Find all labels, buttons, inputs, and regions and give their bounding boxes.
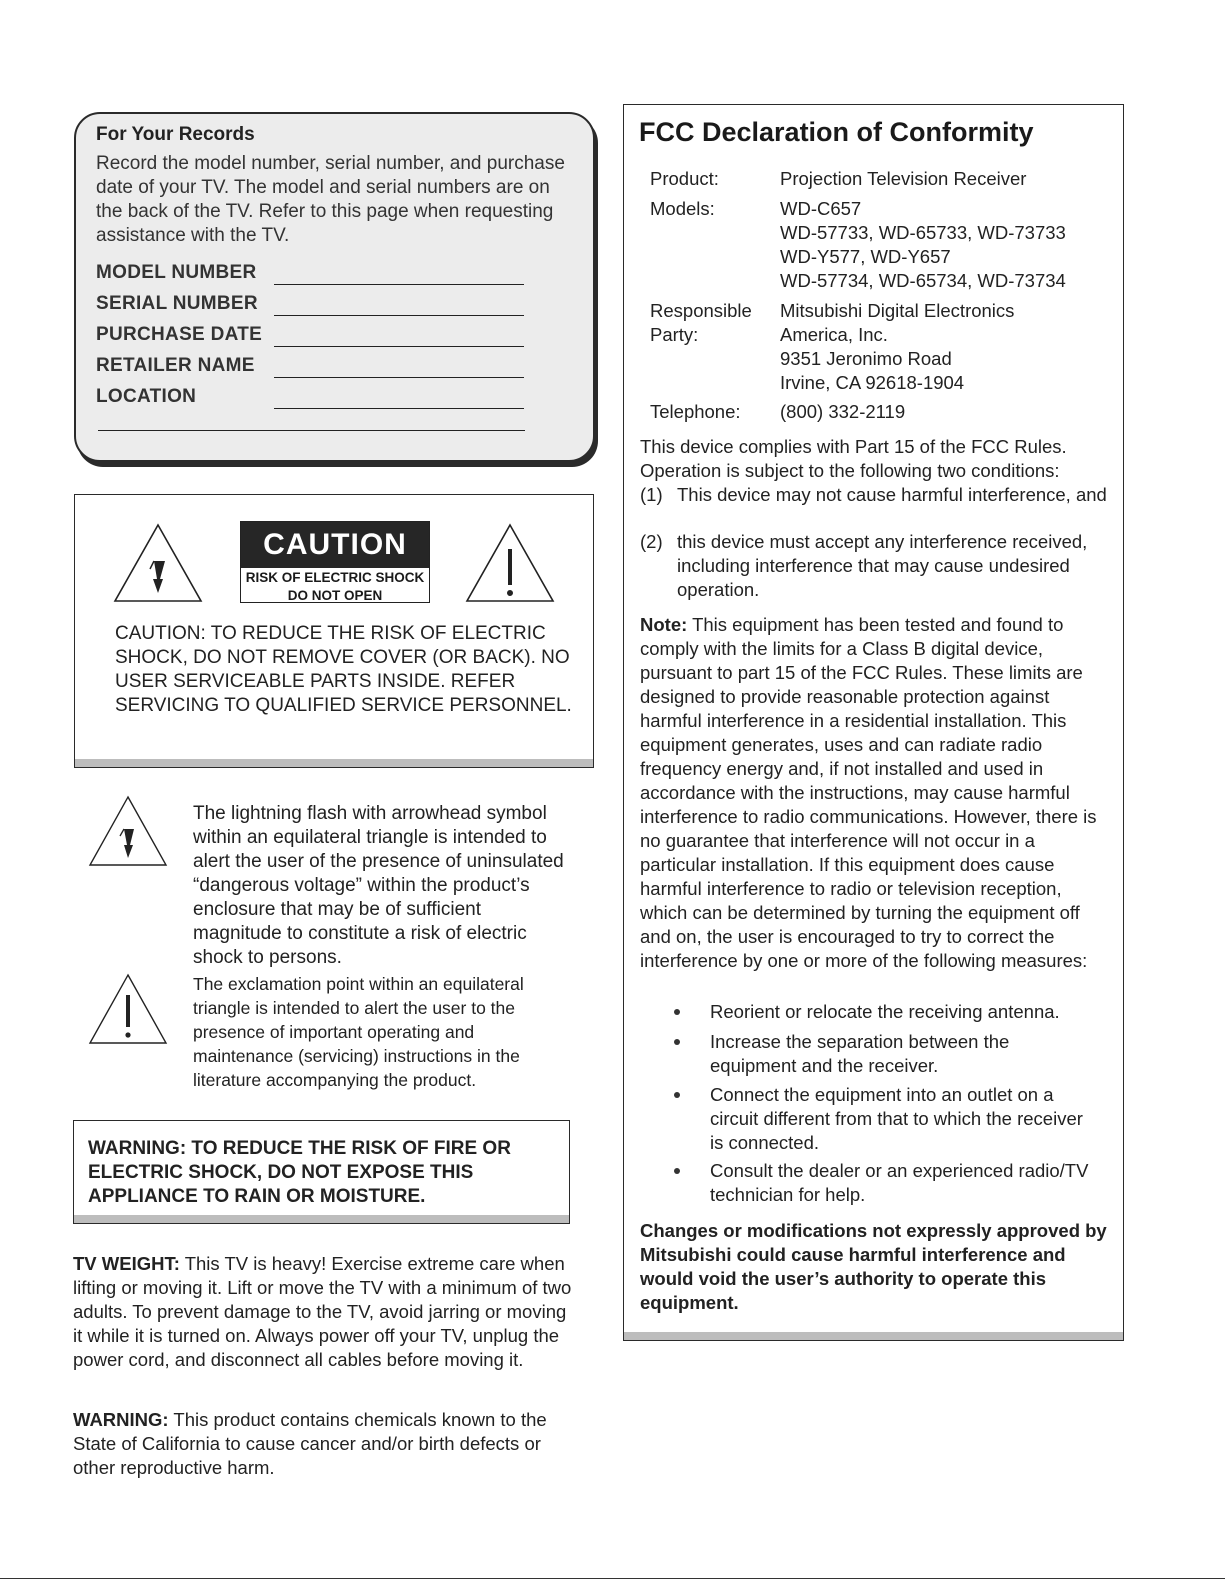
records-field-model bbox=[96, 262, 573, 293]
records-field-location bbox=[96, 386, 573, 417]
caution-badge-line2: DO NOT OPEN bbox=[287, 588, 383, 603]
bullet-icon bbox=[674, 1039, 680, 1045]
caution-text: CAUTION: TO REDUCE THE RISK OF ELECTRIC SHOCK, DO NOT REMOVE COVER (OR BACK). NO USER SERVICEABLE PARTS INSIDE. REFER SERVICING TO QUALIFIED SERVICE PERSONNEL. bbox=[115, 623, 572, 716]
caution-badge bbox=[240, 521, 430, 603]
condition-text: This device may not cause harmful interference, and bbox=[677, 484, 1107, 505]
exclamation-triangle-icon bbox=[88, 973, 168, 1045]
blank-line bbox=[274, 408, 524, 409]
exclamation-symbol-explanation: The exclamation point within an equilateral triangle is intended to alert the user to the presence of important operating and maintenance (servicing) instructions in the literature accompanying the product. bbox=[193, 974, 524, 1090]
records-instructions: Record the model number, serial number, and purchase date of your TV. The model and serial numbers are on the back of the TV. Refer to this page when requesting assistance with the TV. bbox=[96, 153, 565, 246]
ca-warning-paragraph bbox=[73, 1408, 573, 1480]
spec-value: Mitsubishi Digital Electronics America, Inc. 9351 Jeronimo Road Irvine, CA 92618-1904 bbox=[780, 300, 1015, 393]
tv-weight-paragraph bbox=[73, 1252, 573, 1372]
tv-weight-text: This TV is heavy! Exercise extreme care when lifting or moving it. Lift or move the TV with a minimum of two adults. To prevent damage to the TV, avoid jarring or moving it while it is turned on. Always power off your TV, unplug the power cord, and disconnect all cables before moving it. bbox=[73, 1253, 572, 1370]
tv-weight-label: TV WEIGHT: bbox=[73, 1253, 180, 1274]
spec-label: Models: bbox=[650, 198, 715, 219]
note-label: Note: bbox=[640, 614, 688, 635]
records-field-retailer bbox=[96, 355, 573, 386]
fcc-note bbox=[640, 613, 1110, 973]
bullet-icon bbox=[674, 1168, 680, 1174]
lightning-triangle-icon bbox=[88, 795, 168, 867]
blank-line bbox=[274, 315, 524, 316]
condition-number: (2) bbox=[640, 531, 663, 552]
spec-label: Telephone: bbox=[650, 401, 741, 422]
blank-line bbox=[274, 346, 524, 347]
records-field-serial bbox=[96, 293, 573, 324]
spec-value: WD-C657 WD-57733, WD-65733, WD-73733 WD-Y577, WD-Y657 WD-57734, WD-65734, WD-73734 bbox=[780, 198, 1066, 291]
caution-badge-line1: RISK OF ELECTRIC SHOCK bbox=[245, 570, 425, 585]
records-field-purchase-date bbox=[96, 324, 573, 355]
measure-text: Reorient or relocate the receiving antenna. bbox=[710, 1001, 1060, 1022]
records-field-label: MODEL NUMBER bbox=[96, 262, 257, 283]
bullet-icon bbox=[674, 1092, 680, 1098]
fcc-declaration-box bbox=[623, 104, 1124, 1341]
spec-label: Product: bbox=[650, 168, 719, 189]
ca-warning-label: WARNING: bbox=[73, 1409, 169, 1430]
measure-text: Increase the separation between the equipment and the receiver. bbox=[710, 1031, 1010, 1076]
measure-text: Consult the dealer or an experienced radio/TV technician for help. bbox=[710, 1160, 1089, 1205]
blank-line bbox=[274, 284, 524, 285]
records-field-label: RETAILER NAME bbox=[96, 355, 255, 376]
ca-warning-text: This product contains chemicals known to the State of California to cause cancer and/or birth defects or other reproductive harm. bbox=[73, 1409, 547, 1478]
blank-line-extra bbox=[98, 430, 525, 431]
records-field-label: LOCATION bbox=[96, 386, 197, 407]
spec-value: (800) 332-2119 bbox=[780, 401, 906, 422]
lightning-symbol-explanation: The lightning flash with arrowhead symbol within an equilateral triangle is intended to alert the user of the presence of uninsulated “dangerous voltage” within the product’s enclosure that may be of sufficient magnitude to constitute a risk of electric shock to persons. bbox=[193, 803, 564, 968]
page-bottom-rule bbox=[0, 1578, 1225, 1579]
records-box bbox=[74, 112, 595, 462]
condition-number: (1) bbox=[640, 484, 663, 505]
caution-box bbox=[74, 494, 594, 768]
fcc-changes-warning: Changes or modifications not expressly approved by Mitsubishi could cause harmful interference and would void the user’s authority to operate this equipment. bbox=[640, 1220, 1107, 1313]
fcc-title: FCC Declaration of Conformity bbox=[639, 117, 1034, 147]
note-text: This equipment has been tested and found to comply with the limits for a Class B digital device, pursuant to part 15 of the FCC Rules. These limits are designed to provide reasonable protection against harmful interference in a residential installation. This equipment generates, uses and can radiate radio frequency energy and, if not installed and used in accordance with the instructions, may cause harmful interference to radio communications. However, there is no guarantee that interference will not occur in a particular installation. If this equipment does cause harmful interference to radio or television reception, which can be determined by turning the equipment off and on, the user is encouraged to try to correct the interference by one or more of the following measures: bbox=[640, 614, 1097, 971]
spec-label: Responsible Party: bbox=[650, 300, 752, 345]
measure-text: Connect the equipment into an outlet on a circuit different from that to which the receiver is connected. bbox=[710, 1084, 1083, 1153]
records-field-label: SERIAL NUMBER bbox=[96, 293, 258, 314]
lightning-triangle-icon bbox=[113, 523, 203, 603]
caution-badge-title: CAUTION bbox=[241, 522, 429, 568]
bullet-icon bbox=[674, 1009, 680, 1015]
spec-value: Projection Television Receiver bbox=[780, 168, 1027, 189]
blank-line bbox=[274, 377, 524, 378]
records-field-label: PURCHASE DATE bbox=[96, 324, 263, 345]
warning-box: WARNING: TO REDUCE THE RISK OF FIRE OR ELECTRIC SHOCK, DO NOT EXPOSE THIS APPLIANCE TO RAIN OR MOISTURE. bbox=[73, 1120, 570, 1224]
condition-text: this device must accept any interference received, including interference that may cause undesired operation. bbox=[677, 531, 1088, 600]
exclamation-triangle-icon bbox=[465, 523, 555, 603]
records-title: For Your Records bbox=[96, 124, 255, 145]
fcc-compliance-text: This device complies with Part 15 of the FCC Rules. Operation is subject to the following two conditions: bbox=[640, 436, 1067, 481]
